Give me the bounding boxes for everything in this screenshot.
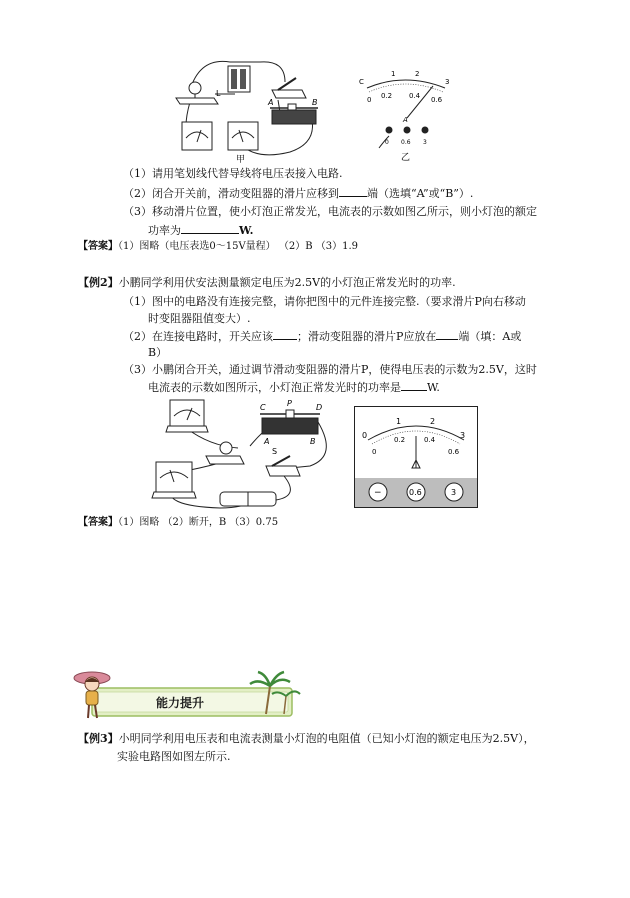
ex1-q3-unit: W. xyxy=(239,224,254,237)
terminal-06: 0.6 xyxy=(401,139,411,146)
ex2-q3-line2 xyxy=(148,379,440,396)
rheostat-a-label-ex2: A xyxy=(264,437,270,446)
ex2-q2-text-b: ；滑动变阻器的滑片P应放在 xyxy=(297,330,437,343)
scale-bottom-06: 0.6 xyxy=(431,96,443,104)
ex2-q2-line1 xyxy=(123,328,521,345)
circuit-figure-ex2 xyxy=(150,396,340,516)
figure-yi-caption: 乙 xyxy=(401,153,411,163)
ex1-q2-blank[interactable] xyxy=(339,185,367,197)
figure-jia-caption: 甲 xyxy=(236,155,246,165)
ex2-dial-1: 1 xyxy=(396,417,402,426)
ex1-q3-text-b: 功率为 xyxy=(148,224,181,237)
scale-top-2: 2 xyxy=(415,70,420,78)
ex2-q1-line2: 时变阻器阻值变大）. xyxy=(148,312,251,325)
scale-bottom-0: 0 xyxy=(367,96,372,104)
ammeter-dial-yi xyxy=(355,64,465,164)
banner-title: 能力提升 xyxy=(156,696,205,710)
ex2-dial-3-right: 3 xyxy=(460,431,466,440)
ex3-line1-text: 小明同学利用电压表和电流表测量小灯泡的电阻值（已知小灯泡的额定电压为2.5V）， xyxy=(118,732,535,745)
ex2-q2-blank-2[interactable] xyxy=(436,328,458,340)
scale-bottom-04: 0.4 xyxy=(409,92,421,100)
ex1-q3-blank[interactable] xyxy=(181,222,239,234)
ex2-answer xyxy=(78,516,278,530)
ex2-dial-0-bottom: 0 xyxy=(372,448,377,456)
ex2-q2-line2: B） xyxy=(148,346,168,359)
ex1-q3-line2 xyxy=(148,222,253,239)
ex2-q1-line1: （1）图中的电路没有连接完整，请你把图中的元件连接完整.（要求滑片P向右移动 xyxy=(123,295,526,308)
ex2-intro-text: 小鹏同学利用伏安法测量额定电压为2.5V的小灯泡正常发光时的功率. xyxy=(118,276,456,289)
rheostat-d-label: D xyxy=(316,403,323,412)
ex2-dial-04: 0.4 xyxy=(424,436,436,444)
rheostat-b-label: B xyxy=(312,98,318,107)
section-banner xyxy=(70,664,302,724)
rheostat-a-label: A xyxy=(268,98,274,107)
ex2-q3-text-b: 电流表的示数如图所示，小灯泡正常发光时的功率是 xyxy=(148,381,401,394)
ex2-intro xyxy=(78,275,456,291)
terminal-3: 3 xyxy=(423,139,427,146)
scale-top-3: 3 xyxy=(445,78,450,86)
ex1-q2-text-a: （2）闭合开关前，滑动变阻器的滑片应移到 xyxy=(123,187,339,200)
ex2-q2-text-c: 端（填：A或 xyxy=(458,330,522,343)
rheostat-c-label: C xyxy=(260,403,266,412)
lamp-label: L xyxy=(216,89,221,98)
pointer-a-label: A xyxy=(403,116,408,124)
ex2-terminal-06: 0.6 xyxy=(409,488,422,497)
dial-zero: 0 xyxy=(385,139,389,146)
ex2-answer-tag: 【答案】 xyxy=(78,517,118,528)
ex2-q3-blank[interactable] xyxy=(401,379,427,391)
ex2-answer-text: （1）图略 （2）断开，B （3）0.75 xyxy=(118,517,279,528)
scale-bottom-02: 0.2 xyxy=(381,92,393,100)
ex2-q2-blank-1[interactable] xyxy=(273,328,297,340)
ex2-terminal-3: 3 xyxy=(451,488,457,497)
ex1-answer-text: （1）图略（电压表选0～15V量程） （2）B （3）1.9 xyxy=(118,241,359,252)
rheostat-b-label-ex2: B xyxy=(310,437,316,446)
circuit-figure-jia xyxy=(160,52,330,167)
ex1-question-2 xyxy=(123,185,473,202)
switch-s-label: S xyxy=(272,447,278,456)
ex2-q2-text-a: （2）在连接电路时，开关应该 xyxy=(123,330,273,343)
ex1-answer-tag: 【答案】 xyxy=(78,241,118,252)
ex2-tag: 【例2】 xyxy=(78,276,119,289)
ex3-tag: 【例3】 xyxy=(78,732,119,745)
ex2-dial-02: 0.2 xyxy=(394,436,406,444)
ex2-q3-unit: W. xyxy=(427,381,440,394)
ex3-line2: 实验电路图如图左所示. xyxy=(117,750,231,763)
ex2-terminal-minus: − xyxy=(374,488,382,498)
ex1-q3-line1: （3）移动滑片位置，使小灯泡正常发光，电流表的示数如图乙所示，则小灯泡的额定 xyxy=(123,205,537,218)
ex2-dial-0-left: 0 xyxy=(362,431,368,440)
ammeter-dial-ex2 xyxy=(354,406,478,508)
scale-top-1: 1 xyxy=(391,70,396,78)
ex2-dial-06-bottom: 0.6 xyxy=(448,448,460,456)
dial-c-label: C xyxy=(359,78,364,86)
ex1-answer xyxy=(78,240,358,254)
ex1-question-1: （1）请用笔划线代替导线将电压表接入电路. xyxy=(123,167,343,180)
ex1-q2-text-b: 端（选填“A”或“B”）. xyxy=(367,187,474,200)
rheostat-p-label: P xyxy=(287,399,292,408)
ex2-q3-line1: （3）小鹏闭合开关，通过调节滑动变阻器的滑片P，使得电压表的示数为2.5V，这时 xyxy=(123,363,537,376)
ex2-dial-2: 2 xyxy=(430,417,436,426)
ex3-line1 xyxy=(78,731,535,747)
